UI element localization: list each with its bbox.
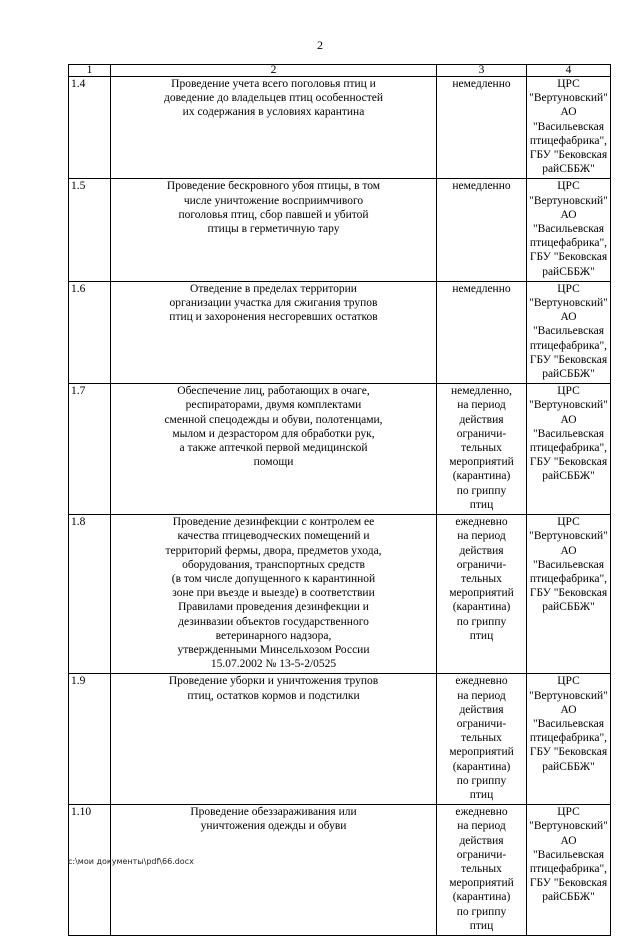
file-path-footer: c:\мои документы\pdf\66.docx	[68, 857, 194, 866]
row-number: 1.10	[69, 805, 111, 936]
measures-table	[68, 64, 611, 936]
column-header-2: 2	[111, 65, 437, 77]
table-row	[69, 674, 611, 805]
measure-term: немедленно	[437, 77, 527, 179]
row-number: 1.5	[69, 179, 111, 281]
measure-executor: ЦРС "Вертуновский" АО "Васильевская птицефабрика", ГБУ "Бековская райСББЖ"	[527, 674, 611, 805]
measure-description: Проведение дезинфекции с контролем ее качества птицеводческих помещений и территорий фермы, двора, предметов ухода, оборудования, транспортных средств (в том числе допущенного к карантинной зоне при въезде и выезде) в соответствии Правилами проведения дезинфекции и дезинвазии объектов государственного ветеринарного надзора, утвержденными Минсельхозом России 15.07.2002 № 13-5-2/0525	[111, 515, 437, 674]
table-row	[69, 77, 611, 179]
table-row	[69, 515, 611, 674]
column-header-1: 1	[69, 65, 111, 77]
measure-description: Обеспечение лиц, работающих в очаге, респираторами, двумя комплектами сменной спецодежды и обуви, полотенцами, мылом и дезрастором для обработки рук, а также аптечкой первой медицинской помощи	[111, 384, 437, 515]
measure-executor: ЦРС "Вертуновский" АО "Васильевская птицефабрика", ГБУ "Бековская райСББЖ"	[527, 384, 611, 515]
measure-executor: ЦРС "Вертуновский" АО "Васильевская птицефабрика", ГБУ "Бековская райСББЖ"	[527, 281, 611, 383]
measure-description: Отведение в пределах территории организации участка для сжигания трупов птиц и захоронения несгоревших остатков	[111, 281, 437, 383]
table-row	[69, 179, 611, 281]
measure-description: Проведение учета всего поголовья птиц и доведение до владельцев птиц особенностей их содержания в условиях карантина	[111, 77, 437, 179]
measure-description: Проведение бескровного убоя птицы, в том числе уничтожение восприимчивого поголовья птиц, сбор павшей и убитой птицы в герметичную тару	[111, 179, 437, 281]
measure-term: ежедневно на период действия ограничи- тельных мероприятий (карантина) по гриппу птиц	[437, 515, 527, 674]
measure-term: ежедневно на период действия ограничи- тельных мероприятий (карантина) по гриппу птиц	[437, 674, 527, 805]
row-number: 1.7	[69, 384, 111, 515]
row-number: 1.9	[69, 674, 111, 805]
table-row	[69, 805, 611, 936]
measure-description: Проведение обеззараживания или уничтожения одежды и обуви	[111, 805, 437, 936]
page-number: 2	[317, 38, 323, 52]
measure-executor: ЦРС "Вертуновский" АО "Васильевская птицефабрика", ГБУ "Бековская райСББЖ"	[527, 805, 611, 936]
column-header-4: 4	[527, 65, 611, 77]
measure-term: немедленно	[437, 179, 527, 281]
column-header-3: 3	[437, 65, 527, 77]
table-row	[69, 281, 611, 383]
measure-description: Проведение уборки и уничтожения трупов птиц, остатков кормов и подстилки	[111, 674, 437, 805]
table-header-row	[69, 65, 611, 77]
measure-executor: ЦРС "Вертуновский" АО "Васильевская птицефабрика", ГБУ "Бековская райСББЖ"	[527, 77, 611, 179]
measure-term: ежедневно на период действия ограничи- тельных мероприятий (карантина) по гриппу птиц	[437, 805, 527, 936]
measure-executor: ЦРС "Вертуновский" АО "Васильевская птицефабрика", ГБУ "Бековская райСББЖ"	[527, 515, 611, 674]
measure-term: немедленно, на период действия ограничи- тельных мероприятий (карантина) по гриппу птиц	[437, 384, 527, 515]
row-number: 1.8	[69, 515, 111, 674]
measure-term: немедленно	[437, 281, 527, 383]
row-number: 1.6	[69, 281, 111, 383]
table-row	[69, 384, 611, 515]
measure-executor: ЦРС "Вертуновский" АО "Васильевская птицефабрика", ГБУ "Бековская райСББЖ"	[527, 179, 611, 281]
row-number: 1.4	[69, 77, 111, 179]
